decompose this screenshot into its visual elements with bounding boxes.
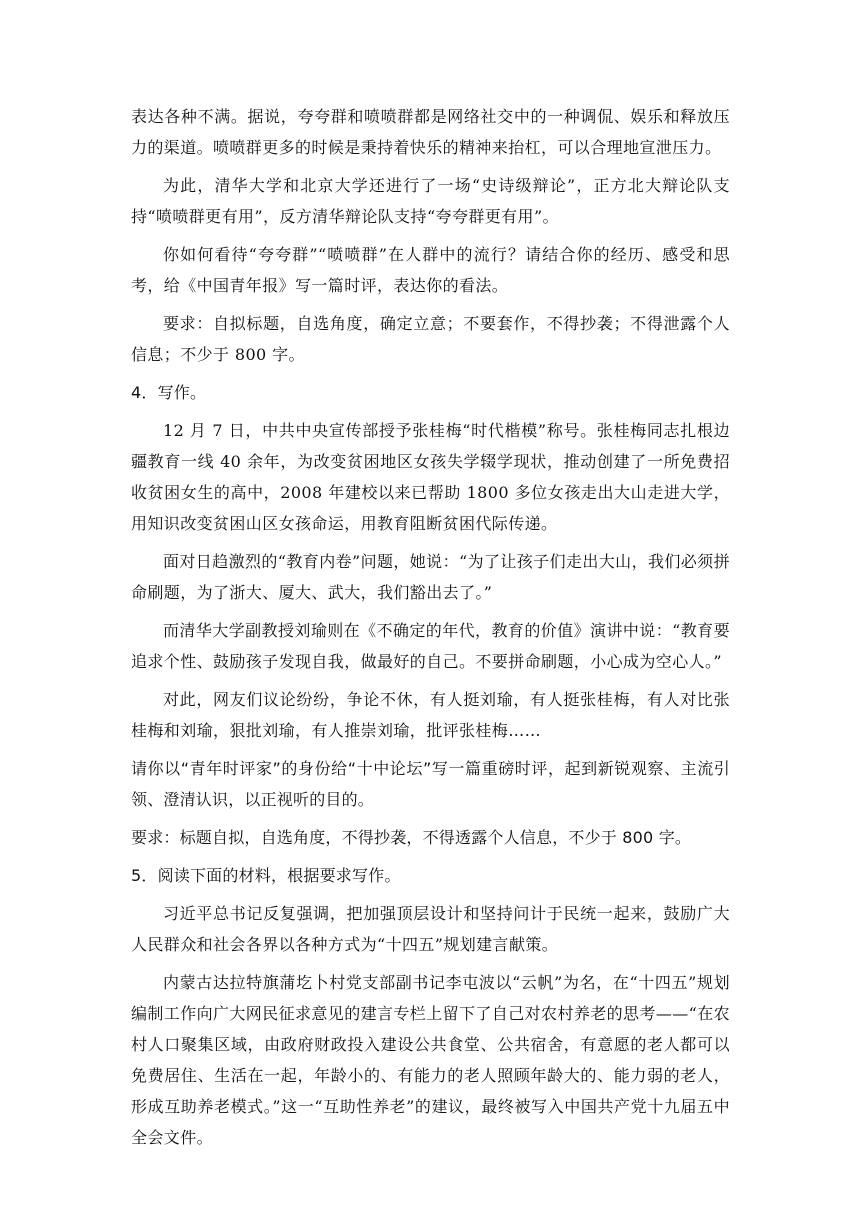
paragraph-education-involution: 面对日趋激烈的“教育内卷”问题，她说：“为了让孩子们走出大山，我们必须拼命刷题，为了浙大、厦大、武大，我们豁出去了。” <box>131 552 730 602</box>
paragraph-debate: 为此，清华大学和北京大学还进行了一场“史诗级辩论”，正方北大辩论队支持“喷喷群更有用”，反方清华辩论队支持“夸夸群更有用”。 <box>131 176 730 226</box>
paragraph-liu-yu: 而清华大学副教授刘瑜则在《不确定的年代，教育的价值》演讲中说：“教育要追求个性、鼓励孩子发现自我，做最好的自己。不要拼命刷题，小心成为空心人。” <box>131 621 730 671</box>
paragraph-prompt-3: 你如何看待“夸夸群”“喷喷群”在人群中的流行？请结合你的经历、感受和思考，给《中国青年报》写一篇时评，表达你的看法。 <box>131 245 730 295</box>
paragraph-requirements-3: 要求：自拟标题，自选角度，确定立意；不要套作，不得抄袭；不得泄露个人信息；不少于 800 字。 <box>131 314 730 364</box>
paragraph-requirements-4: 要求：标题自拟，自选角度，不得抄袭，不得透露个人信息，不少于 800 字。 <box>131 828 692 847</box>
question-4-heading: 4．写作。 <box>131 383 207 402</box>
paragraph-li-tunbo: 内蒙古达拉特旗蒲圪卜村党支部副书记李屯波以“云帆”为名，在“十四五”规划编制工作向广大网民征求意见的建言专栏上留下了自己对农村养老的思考——“在农村人口聚集区域，由政府财政投入建设公共食堂、公共宿舍，有意愿的老人都可以免费居住、生活在一起，年龄小的、有能力的老人照顾年龄大的、能力弱的老人，形成互助养老模式。”这一“互助性养老”的建议，最终被写入中国共产党十九届五中全会文件。 <box>131 973 730 1147</box>
question-5-heading: 5．阅读下面的材料，根据要求写作。 <box>131 866 401 885</box>
paragraph-netizens: 对此，网友们议论纷纷，争论不休，有人挺刘瑜，有人挺张桂梅，有人对比张桂梅和刘瑜，狠批刘瑜，有人推崇刘瑜，批评张桂梅…… <box>131 690 730 740</box>
paragraph-xi-jinping: 习近平总书记反复强调，把加强顶层设计和坚持问计于民统一起来，鼓励广大人民群众和社会各界以各种方式为“十四五”规划建言献策。 <box>131 904 730 954</box>
paragraph-zhang-guimei: 12 月 7 日，中共中央宣传部授予张桂梅“时代楷模”称号。张桂梅同志扎根边疆教育一线 40 余年，为改变贫困地区女孩失学辍学现状，推动创建了一所免费招收贫困女生的高中，2008 年建校以来已帮助 1800 多位女孩走出大山走进大学，用知识改变贫困山区女孩命运，用教育阻断贫困代际传递。 <box>131 421 730 533</box>
paragraph-continued-intro: 表达各种不满。据说，夸夸群和喷喷群都是网络社交中的一种调侃、娱乐和释放压力的渠道。喷喷群更多的时候是秉持着快乐的精神来抬杠，可以合理地宣泄压力。 <box>131 107 730 157</box>
paragraph-prompt-4: 请你以“青年时评家”的身份给“十中论坛”写一篇重磅时评，起到新锐观察、主流引领、澄清认识，以正视听的目的。 <box>131 759 730 809</box>
